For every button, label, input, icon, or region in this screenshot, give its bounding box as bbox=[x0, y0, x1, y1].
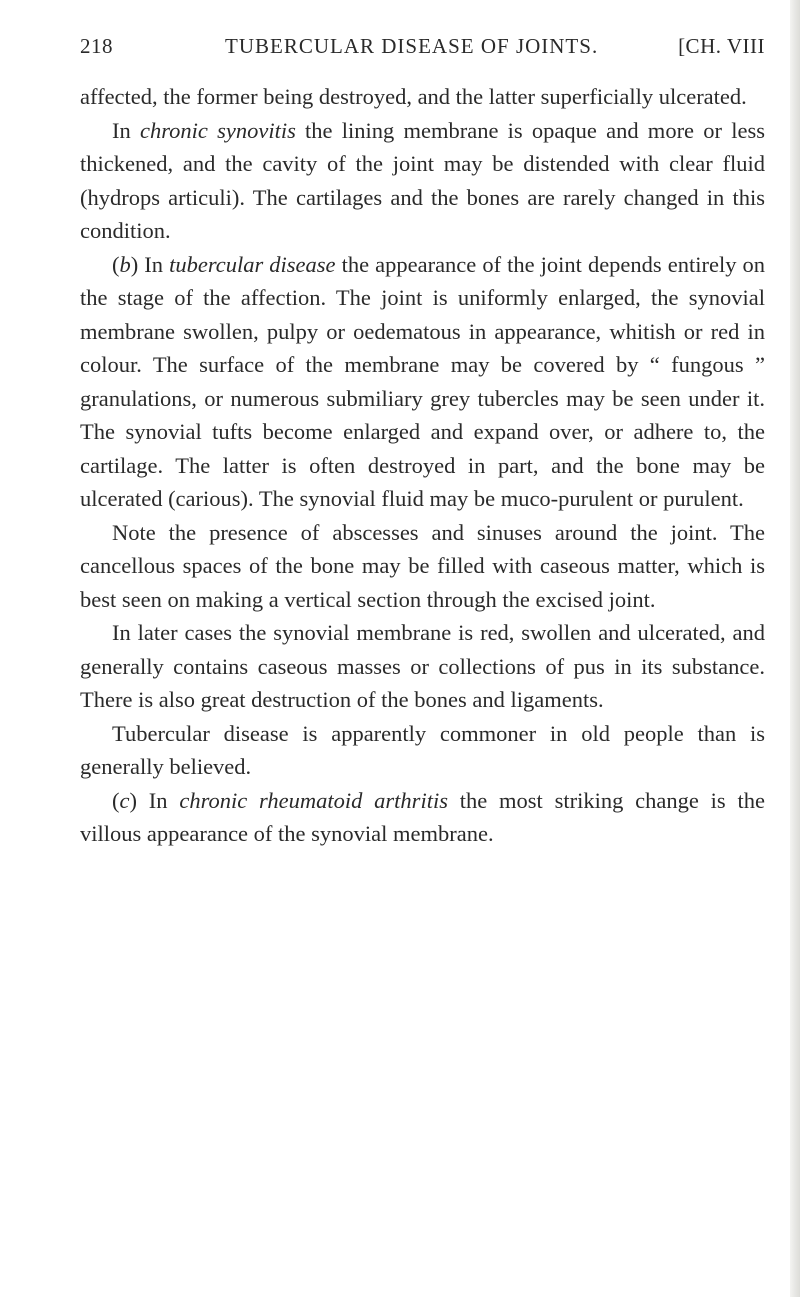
paragraph-tubercular-disease bbox=[80, 248, 765, 516]
paragraph-abscesses bbox=[80, 516, 765, 617]
paragraph-continuation bbox=[80, 80, 765, 114]
italic-term: tubercular disease bbox=[169, 251, 336, 277]
paragraph-mid: ) In bbox=[129, 787, 180, 813]
paragraph-text: affected, the former being destroyed, and the latter superficially ulcerated. bbox=[80, 84, 747, 109]
paragraph-text: In later cases the synovial membrane is red, swollen and ulcerated, and generally contains caseous masses or collections of pus in its substance. There is also great destruction of the bones and ligaments. bbox=[80, 620, 765, 712]
paragraph-mid: ) In bbox=[130, 251, 170, 277]
paragraph-text: the appearance of the joint depends entirely on the stage of the affection. The joint is uniformly enlarged, the synovial membrane swollen, pulpy or oedematous in appearance, whitish or red in colour. The surface of the membrane may be covered by “ fungous ” granulations, or numerous submiliary grey tubercles may be seen under it. The synovial tufts become enlarged and expand over, or adhere to, the cartilage. The latter is often destroyed in part, and the bone may be ulcerated (carious). The synovial fluid may be muco-purulent or purulent. bbox=[80, 251, 765, 511]
list-marker: c bbox=[119, 787, 130, 813]
paragraph-old-people bbox=[80, 717, 765, 784]
italic-term: chronic synovitis bbox=[139, 117, 296, 143]
body-text bbox=[80, 80, 765, 851]
paragraph-chronic-synovitis bbox=[80, 114, 765, 248]
page-number: 218 bbox=[80, 34, 113, 58]
paragraph-lead: ( bbox=[112, 787, 120, 813]
list-marker: b bbox=[119, 251, 131, 277]
paragraph-text: the lining membrane is opaque and more or less thickened, and the cavity of the joint may be distended with clear fluid (hydrops articuli). The cartilages and the bones are rarely changed in this condition. bbox=[80, 117, 765, 243]
paragraph-later-cases bbox=[80, 616, 765, 717]
running-title: TUBERCULAR DISEASE OF JOINTS. bbox=[225, 34, 599, 58]
paragraph-text: Note the presence of abscesses and sinuses around the joint. The cancellous spaces of the bone may be filled with caseous matter, which is best seen on making a vertical section through the excised joint. bbox=[80, 519, 765, 612]
chapter-reference: [CH. VIII bbox=[678, 34, 765, 58]
paragraph-lead: ( bbox=[112, 251, 120, 277]
running-header bbox=[80, 34, 765, 60]
italic-term: chronic rheumatoid arthritis bbox=[179, 787, 448, 813]
page-edge-shadow bbox=[790, 0, 800, 1297]
paragraph-text: the most striking change is the villous appearance of the synovial membrane. bbox=[80, 787, 765, 846]
paragraph-lead: In bbox=[112, 117, 140, 143]
paragraph-rheumatoid-arthritis bbox=[80, 784, 765, 851]
paragraph-text: Tubercular disease is apparently commoner in old people than is generally believed. bbox=[80, 720, 765, 779]
